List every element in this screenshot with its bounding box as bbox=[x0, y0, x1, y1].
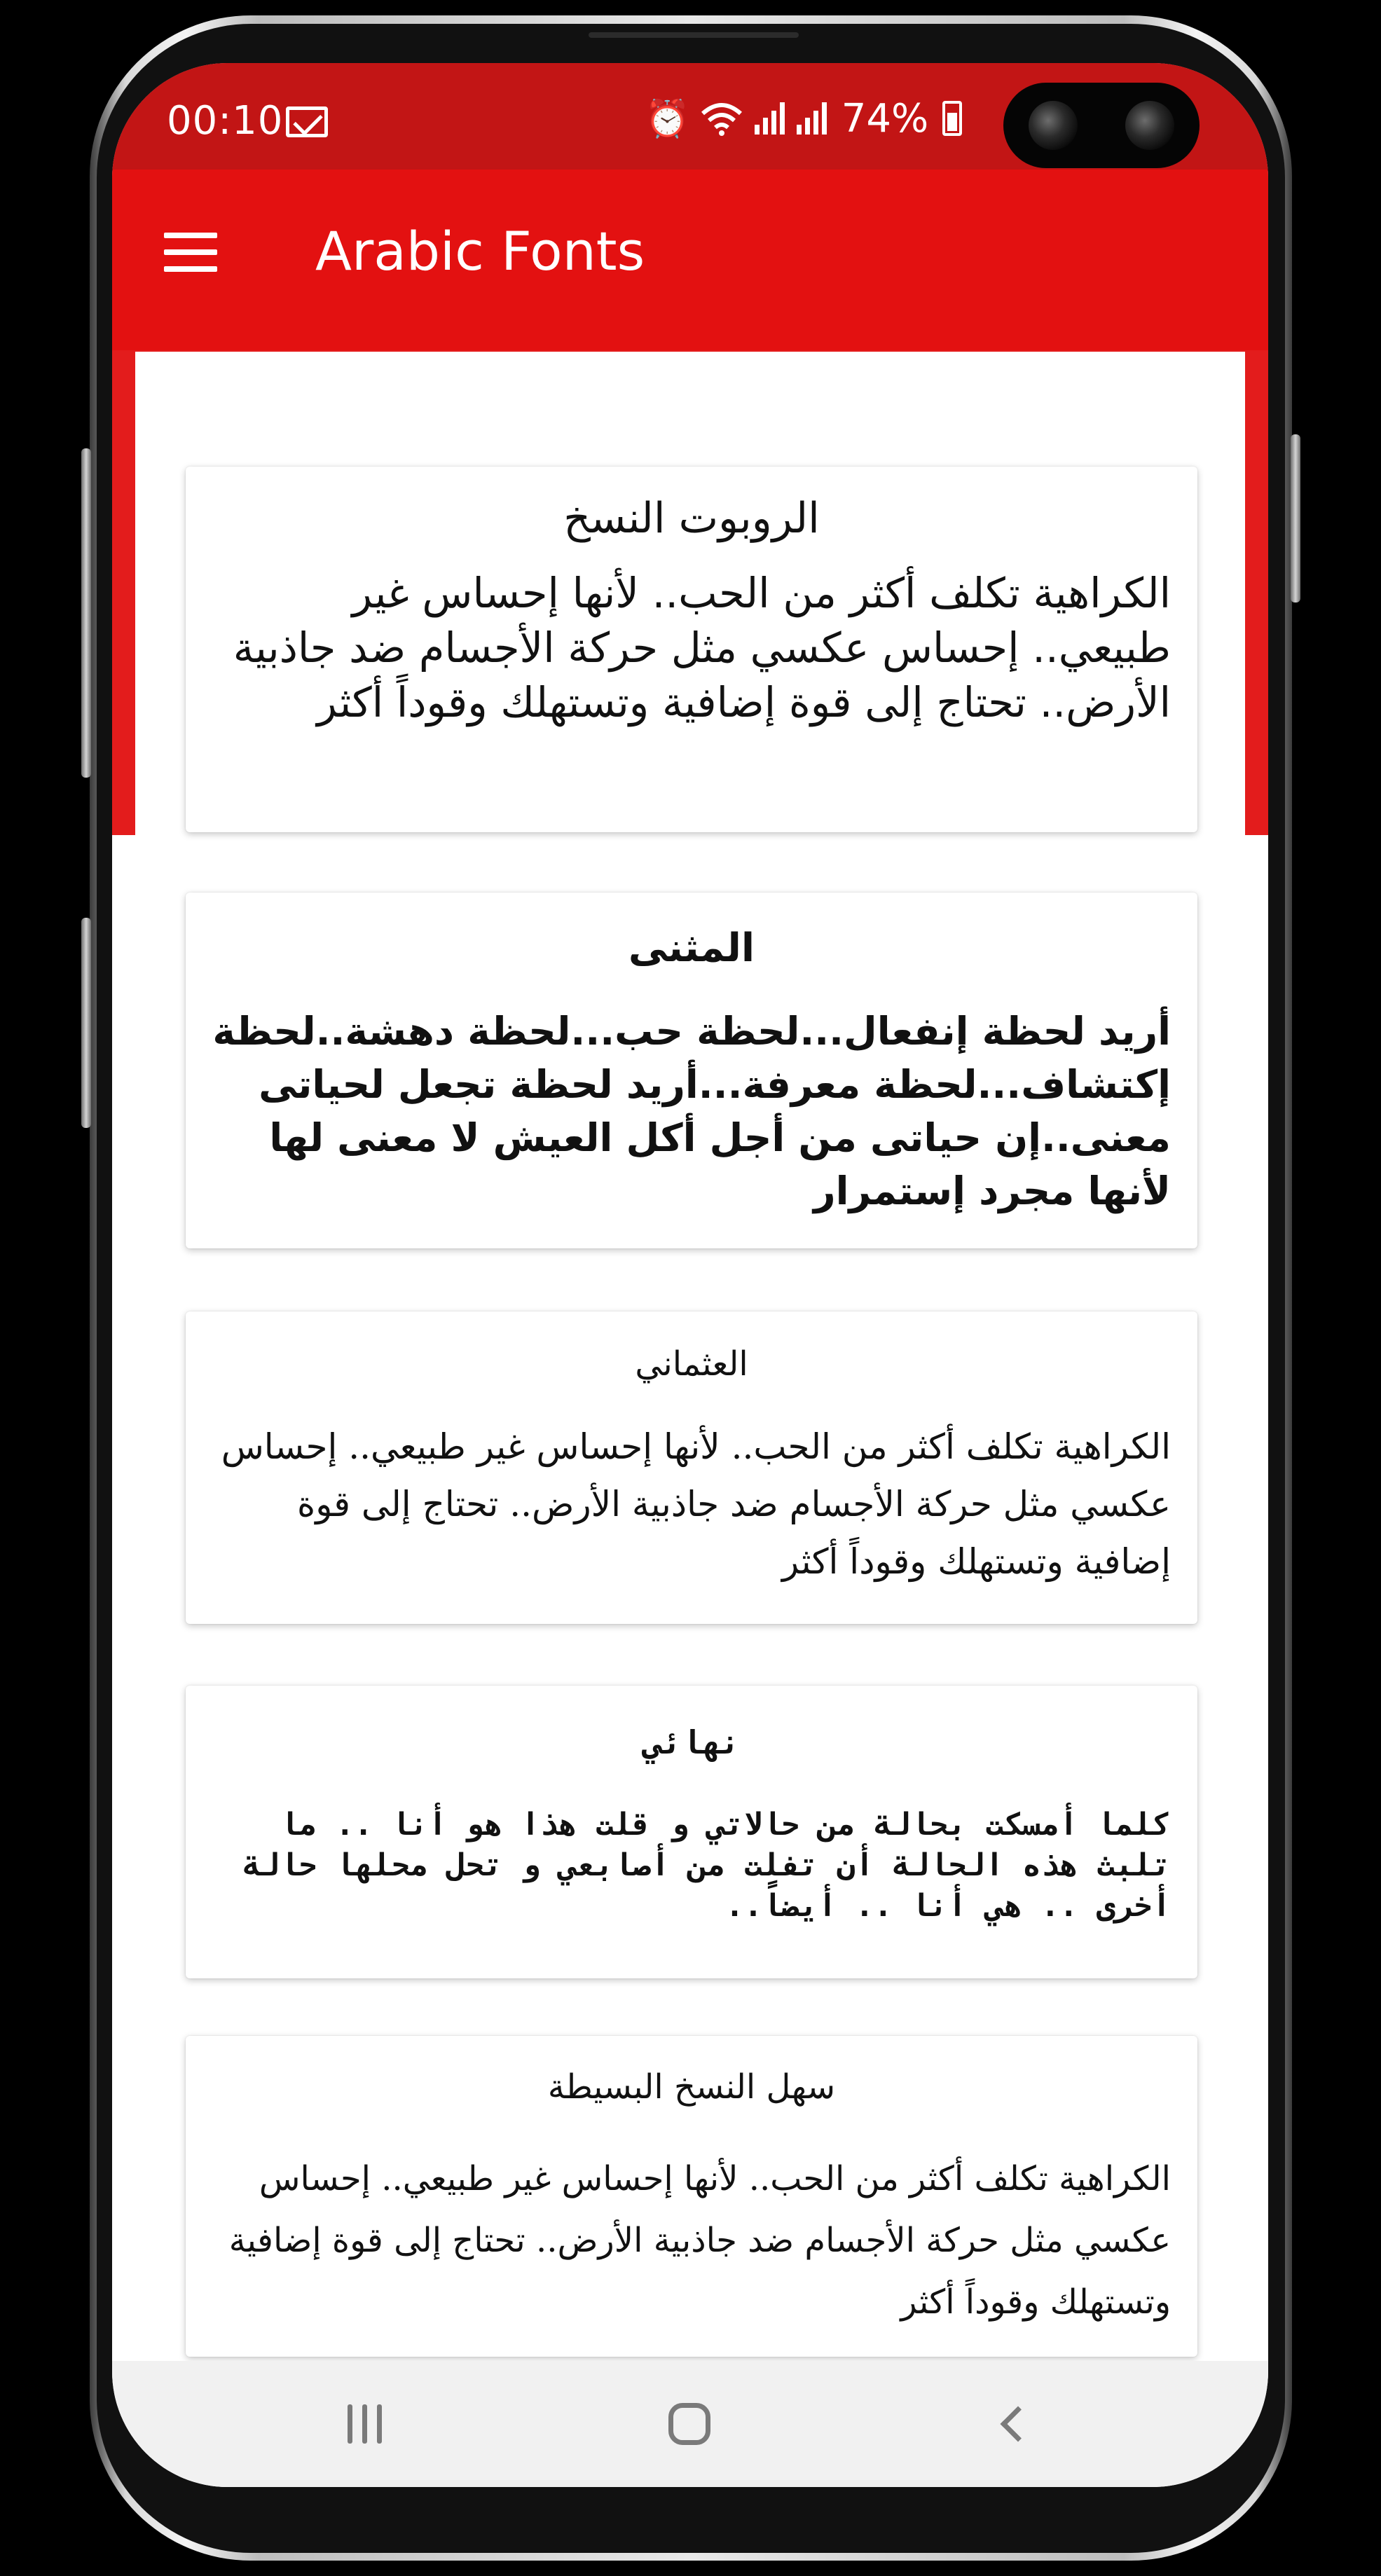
app-bar bbox=[112, 170, 1268, 350]
home-button[interactable] bbox=[647, 2389, 731, 2459]
font-sample-text: أريد لحظة إنفعال...لحظة حب...لحظة دهشة..لحظة إكتشاف...لحظة معرفة...أريد لحظة تجعل لحياتى معنى..إن حياتى من أجل أكل العيش لا معنى لها لأنها مجرد إستمرار bbox=[212, 1009, 1171, 1213]
app-title: Arabic Fonts bbox=[315, 220, 645, 282]
status-bar bbox=[112, 63, 1268, 170]
back-icon bbox=[1001, 2406, 1036, 2442]
font-card[interactable] bbox=[186, 1686, 1197, 1978]
front-camera-icon bbox=[1125, 101, 1174, 150]
screen bbox=[112, 63, 1268, 2487]
signal-icon bbox=[753, 101, 785, 136]
font-card[interactable] bbox=[186, 1311, 1197, 1624]
font-name: سهل النسخ البسيطة bbox=[547, 2067, 836, 2107]
font-list[interactable] bbox=[135, 352, 1245, 2362]
earpiece bbox=[589, 32, 799, 38]
back-button[interactable] bbox=[971, 2389, 1055, 2459]
hamburger-menu-icon[interactable] bbox=[164, 233, 217, 272]
front-camera-icon bbox=[1029, 101, 1078, 150]
wifi-icon bbox=[700, 101, 743, 136]
font-card[interactable] bbox=[186, 2036, 1197, 2357]
battery-percent: 74% bbox=[841, 95, 929, 142]
power-button bbox=[1291, 434, 1300, 602]
navigation-bar bbox=[112, 2361, 1268, 2487]
font-name: المثنى bbox=[628, 925, 755, 971]
volume-button bbox=[81, 918, 91, 1128]
status-icons bbox=[645, 94, 962, 143]
font-name: نهائي bbox=[643, 1723, 741, 1761]
font-sample-text: كلما أمسكت بحالة من حالاتي و قلت هذا هو أنا .. ما تلبث هذه الحالة أن تفلت من أصابعي و تحل محلها حالة أخرى .. هي أنا .. أيضاً.. bbox=[242, 1807, 1171, 1924]
camera-cutout bbox=[1003, 83, 1200, 168]
mail-icon bbox=[286, 106, 328, 137]
font-sample-text: الكراهية تكلف أكثر من الحب.. لأنها إحساس غير طبيعي.. إحساس عكسي مثل حركة الأجسام ضد جاذبية الأرض.. تحتاج إلى قوة إضافية وتستهلك وقوداً أكثر bbox=[233, 569, 1171, 726]
home-icon bbox=[668, 2403, 710, 2445]
recents-button[interactable] bbox=[322, 2389, 406, 2459]
font-card[interactable] bbox=[186, 893, 1197, 1248]
font-name: العثماني bbox=[635, 1344, 748, 1384]
battery-charging-icon bbox=[942, 101, 962, 136]
font-sample-text: الكراهية تكلف أكثر من الحب.. لأنها إحساس غير طبيعي.. إحساس عكسي مثل حركة الأجسام ضد جاذبية الأرض.. تحتاج إلى قوة إضافية وتستهلك وقوداً أكثر bbox=[221, 1426, 1171, 1582]
font-name: الروبوت النسخ bbox=[563, 494, 820, 543]
status-time: 00:10 bbox=[167, 98, 284, 144]
bixby-button bbox=[81, 448, 91, 778]
font-card[interactable] bbox=[186, 467, 1197, 832]
font-sample-text: الكراهية تكلف أكثر من الحب.. لأنها إحساس غير طبيعي.. إحساس عكسي مثل حركة الأجسام ضد جاذبية الأرض.. تحتاج إلى قوة إضافية وتستهلك وقوداً أكثر bbox=[228, 2159, 1171, 2322]
signal-icon bbox=[795, 101, 827, 136]
alarm-icon: ⏰ bbox=[645, 97, 690, 140]
recents-icon bbox=[348, 2404, 382, 2444]
